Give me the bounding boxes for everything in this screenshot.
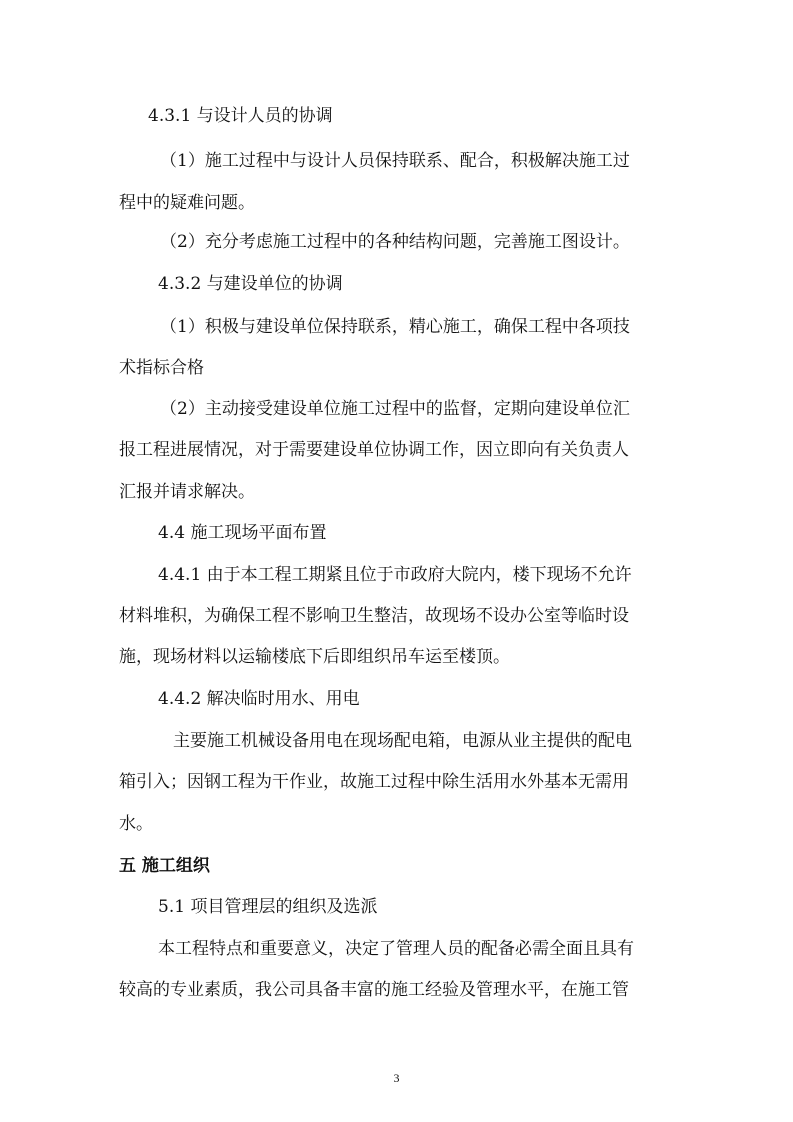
section-heading-5-1: 5.1 项目管理层的组织及选派	[158, 897, 378, 917]
subsection-heading-4-4-2: 4.4.2 解决临时用水、用电	[158, 689, 360, 709]
paragraph-line: 汇报并请求解决。	[119, 482, 255, 502]
subsection-heading-4-3-1: 4.3.1 与设计人员的协调	[148, 106, 333, 126]
paragraph-line: 程中的疑难问题。	[119, 193, 255, 213]
paragraph-line: （2）主动接受建设单位施工过程中的监督，定期向建设单位汇	[160, 399, 630, 419]
paragraph-line: （1）积极与建设单位保持联系，精心施工，确保工程中各项技	[160, 317, 630, 337]
subsection-heading-4-3-2: 4.3.2 与建设单位的协调	[158, 274, 343, 294]
chapter-heading-5: 五 施工组织	[119, 856, 210, 876]
paragraph-line: （2）充分考虑施工过程中的各种结构问题，完善施工图设计。	[160, 232, 630, 252]
paragraph-line: 水。	[119, 814, 153, 834]
paragraph-line: 箱引入；因钢工程为干作业，故施工过程中除生活用水外基本无需用	[119, 772, 629, 792]
paragraph-line: 本工程特点和重要意义，决定了管理人员的配备必需全面且具有	[158, 939, 634, 959]
paragraph-line: 较高的专业素质，我公司具备丰富的施工经验及管理水平，在施工管	[119, 980, 629, 1000]
paragraph-line: 材料堆积，为确保工程不影响卫生整洁，故现场不设办公室等临时设	[119, 606, 629, 626]
paragraph-line: （1）施工过程中与设计人员保持联系、配合，积极解决施工过	[160, 151, 630, 171]
page-number: 3	[393, 1071, 400, 1085]
paragraph-line: 施，现场材料以运输楼底下后即组织吊车运至楼顶。	[119, 647, 510, 667]
paragraph-line: 主要施工机械设备用电在现场配电箱，电源从业主提供的配电	[173, 731, 632, 751]
paragraph-line: 术指标合格	[119, 358, 204, 378]
paragraph-line: 4.4.1 由于本工程工期紧且位于市政府大院内，楼下现场不允许	[158, 565, 632, 585]
paragraph-line: 报工程进展情况，对于需要建设单位协调工作，因立即向有关负责人	[119, 440, 629, 460]
section-heading-4-4: 4.4 施工现场平面布置	[158, 523, 327, 543]
